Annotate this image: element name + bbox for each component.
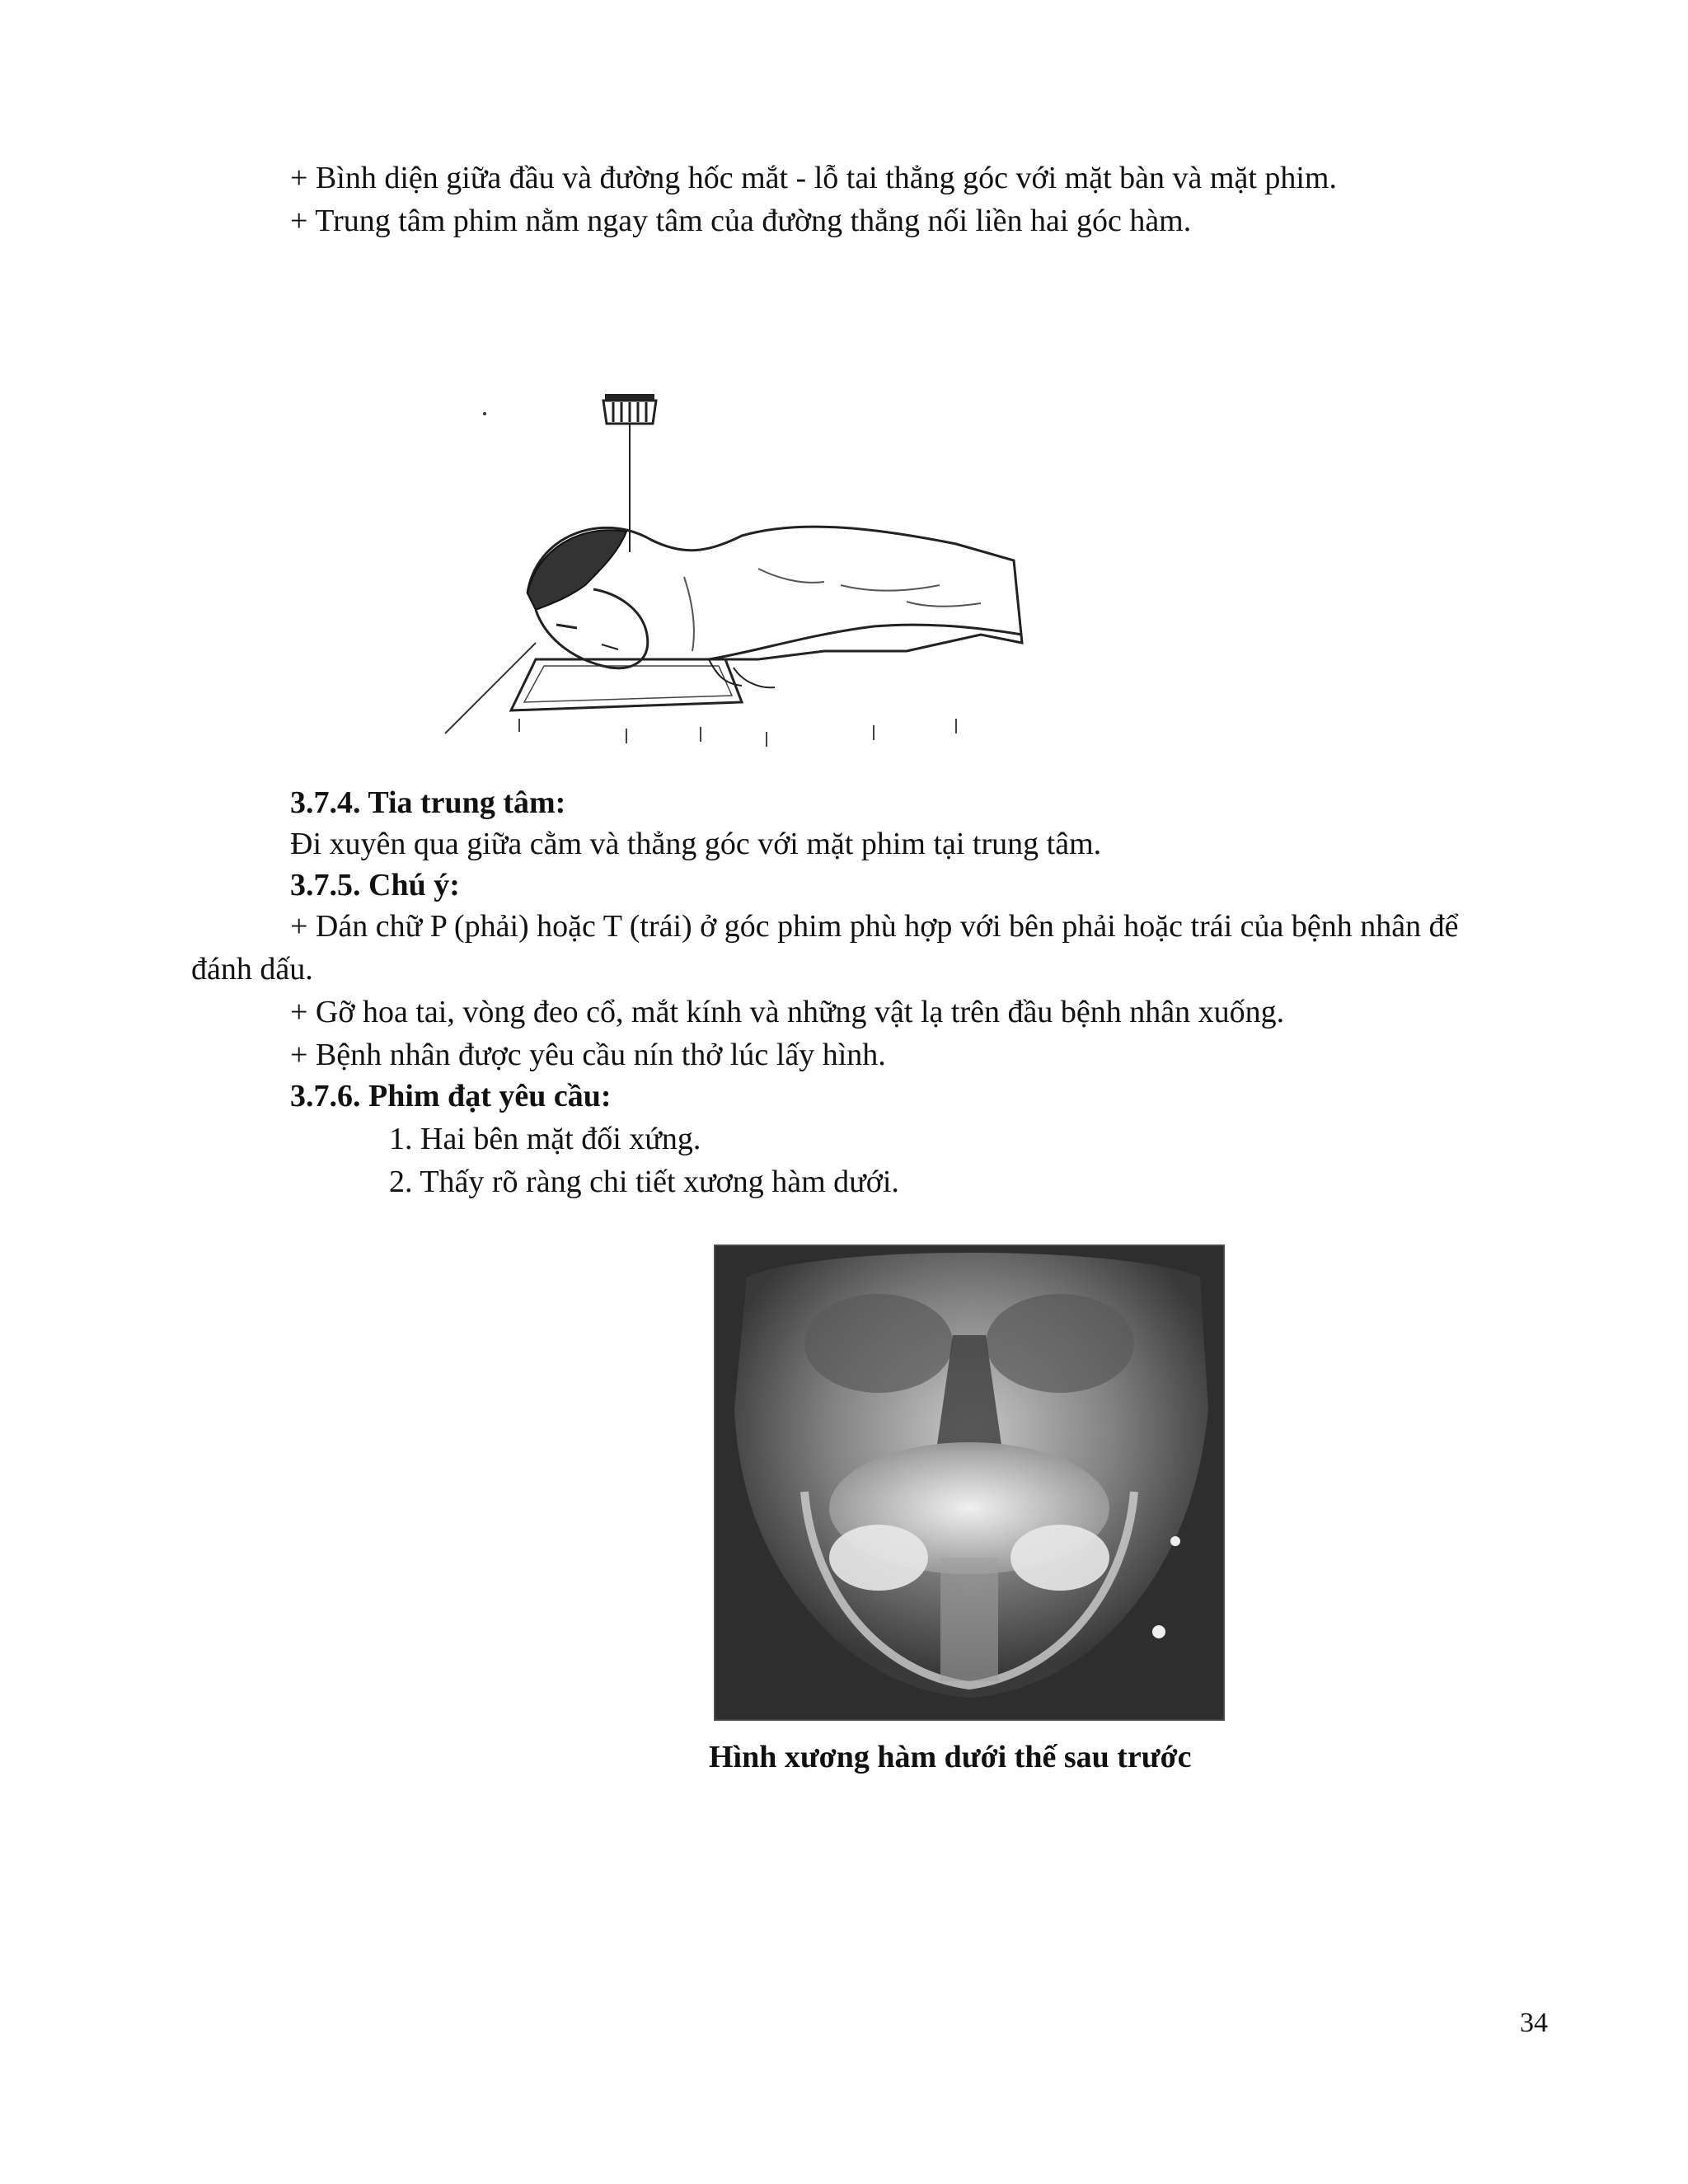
requirement-item-1: 1. Hai bên mặt đối xứng. bbox=[389, 1122, 701, 1156]
note-item-3: + Bệnh nhân được yêu cầu nín thở lúc lấy hình. bbox=[290, 1038, 886, 1072]
note-item-2: + Gỡ hoa tai, vòng đeo cổ, mắt kính và những vật lạ trên đầu bệnh nhân xuống. bbox=[290, 995, 1285, 1029]
section-heading-374: 3.7.4. Tia trung tâm: bbox=[290, 785, 566, 820]
section-heading-376: 3.7.6. Phim đạt yêu cầu: bbox=[290, 1079, 612, 1113]
page-number: 34 bbox=[1520, 2008, 1548, 2038]
section-heading-375: 3.7.5. Chú ý: bbox=[290, 868, 460, 902]
mandible-xray-image bbox=[714, 1244, 1225, 1721]
requirement-item-2: 2. Thấy rõ ràng chi tiết xương hàm dưới. bbox=[389, 1165, 899, 1199]
section-text-374: Đi xuyên qua giữa cằm và thẳng góc với mặt phim tại trung tâm. bbox=[290, 827, 1102, 861]
note-item-1-line-2: đánh dấu. bbox=[191, 952, 313, 987]
patient-positioning-illustration bbox=[412, 387, 1071, 750]
note-item-1-line-1: + Dán chữ P (phải) hoặc T (trái) ở góc phim phù hợp với bên phải hoặc trái của bệnh nhân để bbox=[290, 909, 1459, 944]
instruction-line-2: + Trung tâm phim nằm ngay tâm của đường thẳng nối liền hai góc hàm. bbox=[290, 204, 1192, 238]
figure-caption: Hình xương hàm dưới thế sau trước bbox=[709, 1740, 1192, 1774]
instruction-line-1: + Bình diện giữa đầu và đường hốc mắt - lỗ tai thẳng góc với mặt bàn và mặt phim. bbox=[290, 161, 1337, 195]
